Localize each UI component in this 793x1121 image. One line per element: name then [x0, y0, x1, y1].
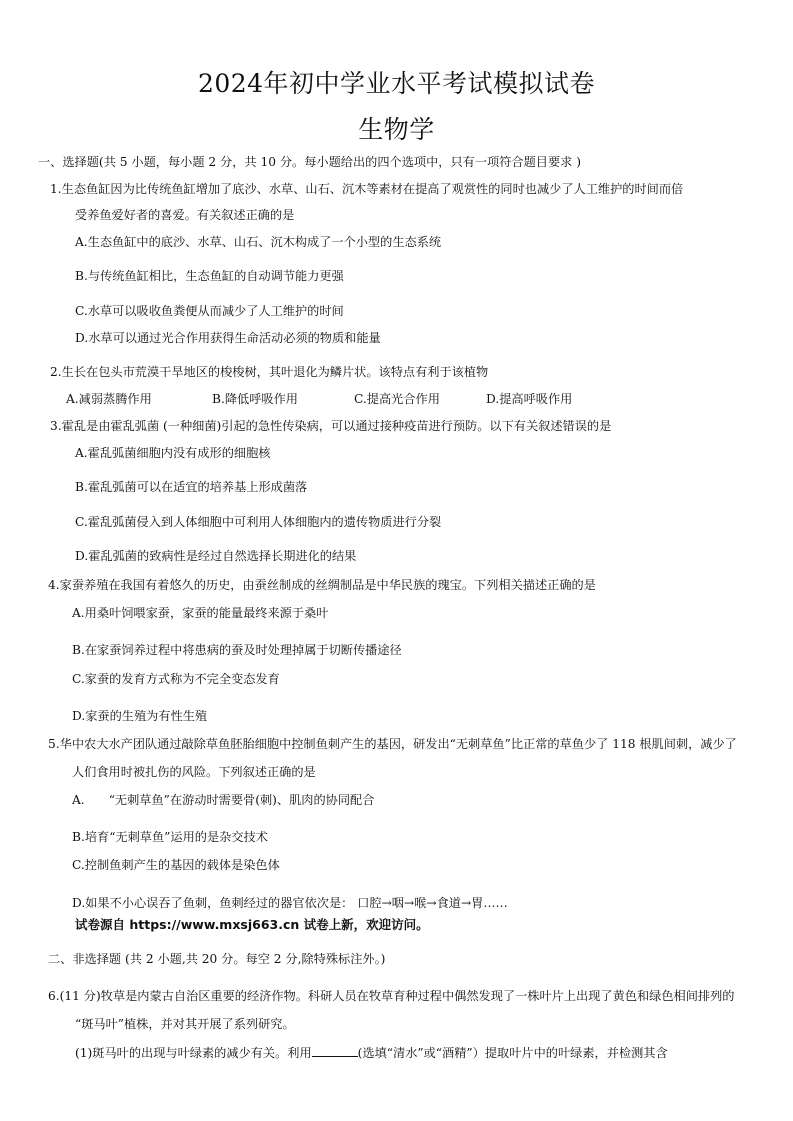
exam-title: 2024年初中学业水平考试模拟试卷 — [197, 69, 596, 98]
q5-stem-line2: 人们食用时被扎伤的风险。下列叙述正确的是 — [72, 765, 316, 779]
q3-option-a: A.霍乱弧菌细胞内没有成形的细胞核 — [75, 446, 271, 460]
q3-stem: 3.霍乱是由霍乱弧菌 (一种细菌)引起的急性传染病，可以通过接种疫苗进行预防。以下有关叙述错误的是 — [50, 419, 612, 433]
q2-option-b: B.降低呼吸作用 — [212, 392, 298, 406]
source-note: 试卷源自 https://www.mxsj663.cn 试卷上新，欢迎访问。 — [75, 917, 429, 932]
q1-option-b: B.与传统鱼缸相比，生态鱼缸的自动调节能力更强 — [75, 269, 344, 283]
q6-part1-before: (1)斑马叶的出现与叶绿素的减少有关。利用 — [75, 1046, 312, 1060]
q6-part1-after: (选填“清水”或“酒精”）提取叶片中的叶绿素，并检测其含 — [357, 1046, 668, 1060]
q1-stem-line2: 受养鱼爱好者的喜爱。有关叙述正确的是 — [75, 208, 295, 222]
q1-option-d: D.水草可以通过光合作用获得生命活动必须的物质和能量 — [75, 331, 381, 345]
q3-option-b: B.霍乱弧菌可以在适宜的培养基上形成菌落 — [75, 480, 308, 494]
q4-stem: 4.家蚕养殖在我国有着悠久的历史，由蚕丝制成的丝绸制品是中华民族的瑰宝。下列相关描述正确的是 — [48, 578, 596, 592]
section2-heading: 二、非选择题 (共 2 小题,共 20 分。每空 2 分,除特殊标注外。) — [48, 952, 386, 966]
q1-option-c: C.水草可以吸收鱼粪便从而减少了人工维护的时间 — [75, 304, 344, 318]
section1-heading: 一、选择题(共 5 小题，每小题 2 分，共 10 分。每小题给出的四个选项中，只有一项符合题目要求 ) — [38, 155, 581, 169]
q4-option-a: A.用桑叶饲喂家蚕，家蚕的能量最终来源于桑叶 — [72, 606, 329, 620]
q1-option-a: A.生态鱼缸中的底沙、水草、山石、沉木构成了一个小型的生态系统 — [75, 235, 442, 249]
q2-option-c: C.提高光合作用 — [354, 392, 440, 406]
q3-option-d: D.霍乱弧菌的致病性是经过自然选择长期进化的结果 — [75, 549, 357, 563]
q4-option-d: D.家蚕的生殖为有性生殖 — [72, 709, 208, 723]
answer-blank — [312, 1044, 358, 1057]
q4-option-c: C.家蚕的发育方式称为不完全变态发育 — [72, 672, 280, 686]
q5-option-b: B.培育“无刺草鱼”运用的是杂交技术 — [72, 830, 268, 844]
q5-option-a — [72, 792, 374, 808]
q6-part1 — [75, 1044, 668, 1061]
q3-option-c: C.霍乱弧菌侵入到人体细胞中可利用人体细胞内的遗传物质进行分裂 — [75, 515, 442, 529]
q1-stem-line1: 1.生态鱼缸因为比传统鱼缸增加了底沙、水草、山石、沉木等素材在提高了观赏性的同时也减少了人工维护的时间而倍 — [50, 182, 684, 196]
q2-option-d: D.提高呼吸作用 — [486, 392, 573, 406]
subject-title: 生物学 — [358, 115, 435, 144]
q6-stem-line2: “斑马叶”植株，并对其开展了系列研究。 — [75, 1017, 295, 1031]
q5-option-a-label: A. — [72, 793, 85, 807]
q4-option-b: B.在家蚕饲养过程中将患病的蚕及时处理掉属于切断传播途径 — [72, 643, 402, 657]
q5-option-c: C.控制鱼刺产生的基因的载体是染色体 — [72, 858, 280, 872]
q5-option-d: D.如果不小心误吞了鱼刺，鱼刺经过的器官依次是： 口腔→咽→喉→食道→胃…… — [72, 896, 508, 910]
q2-option-a: A.减弱蒸腾作用 — [66, 392, 152, 406]
q5-stem-line1: 5.华中农大水产团队通过敲除草鱼胚胎细胞中控制鱼刺产生的基因，研发出“无刺草鱼”比正常的草鱼少了 118 根肌间刺，减少了 — [48, 737, 737, 751]
q6-stem-line1: 6.(11 分)牧草是内蒙古自治区重要的经济作物。科研人员在牧草育种过程中偶然发现了一株叶片上出现了黄色和绿色相间排列的 — [48, 989, 735, 1003]
q2-stem: 2.生长在包头市荒漠干旱地区的梭梭树，其叶退化为鳞片状。该特点有利于该植物 — [50, 365, 489, 379]
q5-option-a-text: “无刺草鱼”在游动时需要骨(刺)、肌肉的协同配合 — [108, 793, 375, 807]
